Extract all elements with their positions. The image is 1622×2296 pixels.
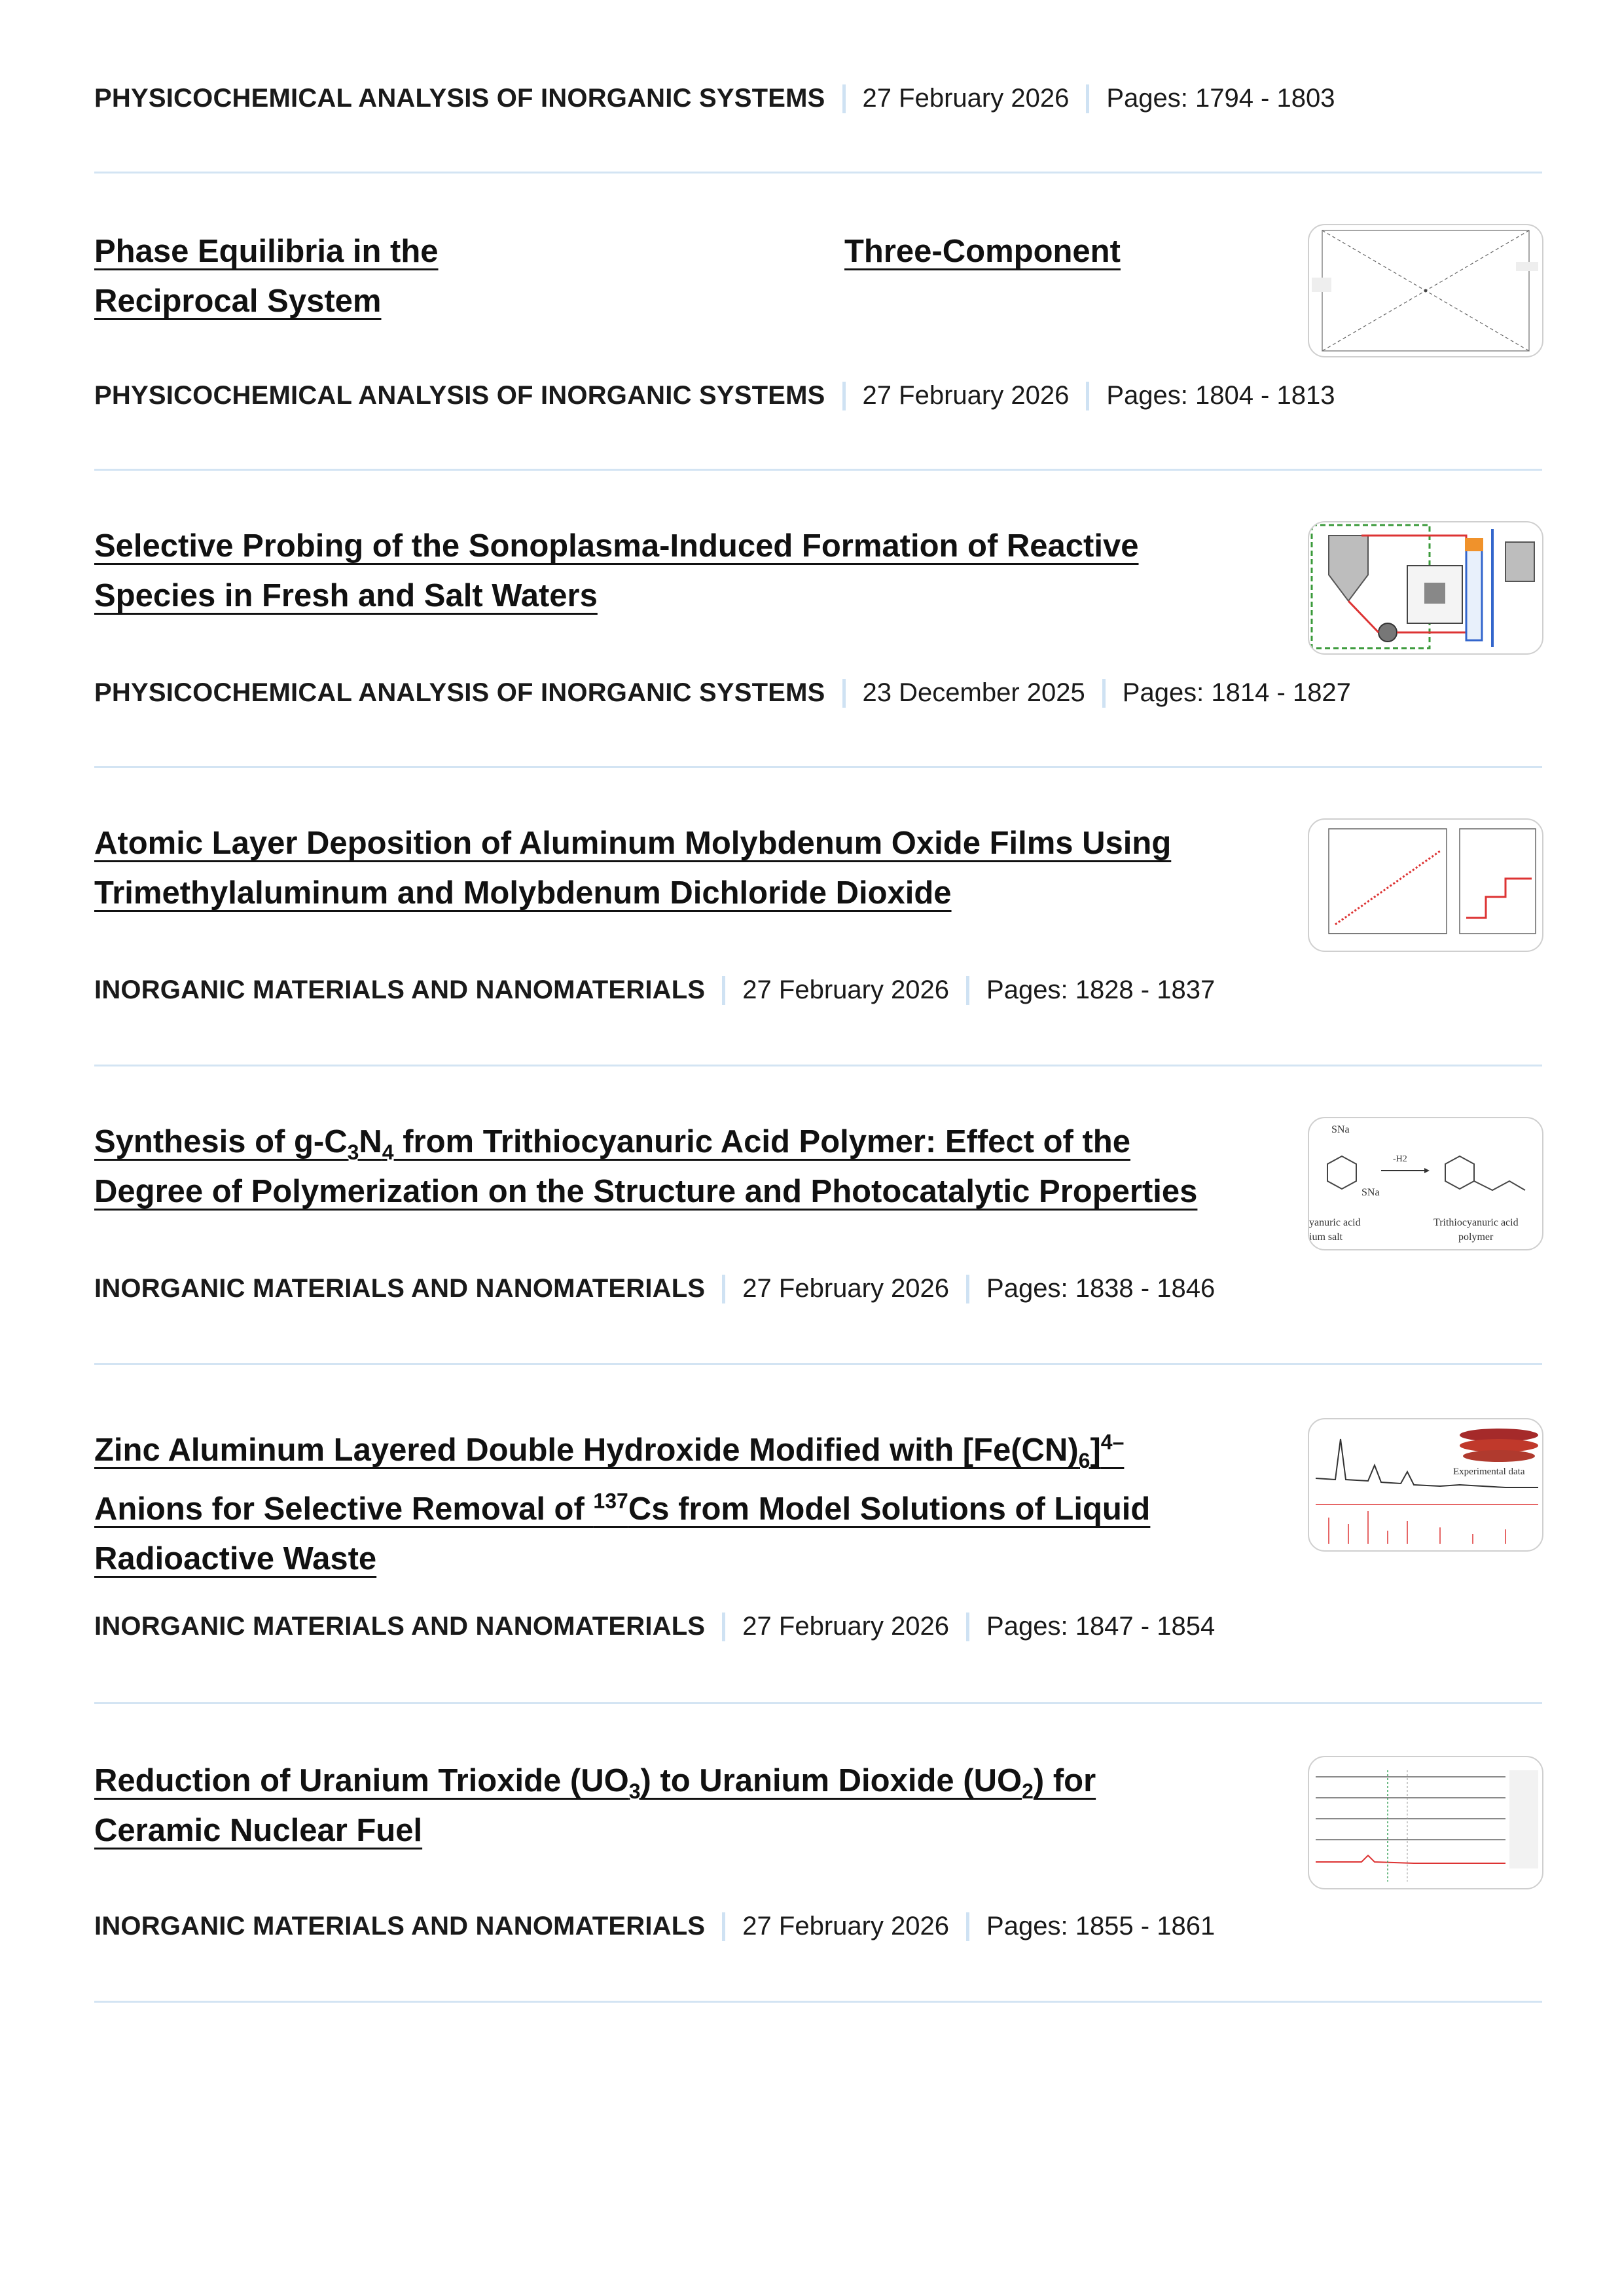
svg-text:Experimental data: Experimental data (1453, 1467, 1525, 1477)
meta-separator (722, 1912, 725, 1941)
article-title-link[interactable]: Anions for Selective Removal of $^{137}$Cs from Model Solutions of Liquid (94, 1489, 1151, 1527)
section-label: INORGANIC MATERIALS AND NANOMATERIALS (94, 1612, 706, 1641)
meta-separator (842, 84, 846, 113)
article-title-link[interactable]: Zinc Aluminum Layered Double Hydroxide Modified with $[Fe(CN)_6]^{4-}$ (94, 1430, 1125, 1472)
page-range: Pages: 1828 - 1837 (986, 975, 1216, 1004)
divider (94, 1065, 1542, 1066)
article-thumbnail[interactable] (1308, 521, 1543, 655)
meta-separator (842, 382, 846, 410)
article-meta (94, 381, 1335, 410)
article-thumbnail[interactable] (1308, 1117, 1543, 1250)
meta-separator (722, 1613, 725, 1641)
article-meta (94, 1274, 1215, 1303)
divider (94, 2001, 1542, 2003)
divider (94, 469, 1542, 471)
article-title-link[interactable]: Synthesis of $g-C_3N_4$ from Trithiocyanuric Acid Polymer: Effect of the (94, 1124, 1130, 1164)
article-meta (94, 1612, 1215, 1641)
section-label: INORGANIC MATERIALS AND NANOMATERIALS (94, 1912, 706, 1941)
meta-separator (842, 679, 846, 708)
meta-separator (1086, 382, 1089, 410)
meta-separator (722, 976, 725, 1005)
article-title-link[interactable]: Reduction of Uranium Trioxide $(UO_3)$ to Uranium Dioxide $(UO_2)$ for (94, 1763, 1096, 1803)
meta-separator (966, 1275, 969, 1303)
publish-date: 27 February 2026 (742, 1612, 950, 1641)
article-title-link[interactable]: Atomic Layer Deposition of Aluminum Molybdenum Oxide Films Using (94, 826, 1172, 861)
article-meta (94, 1912, 1215, 1941)
divider (94, 766, 1542, 768)
section-label: PHYSICOCHEMICAL ANALYSIS OF INORGANIC SYSTEMS (94, 678, 825, 707)
reaction-scheme-image (1309, 1118, 1542, 1249)
article-title-link[interactable]: Three-Component (844, 234, 1121, 269)
article-thumbnail[interactable] (1308, 1418, 1543, 1552)
article-meta (94, 84, 1335, 113)
phase-diagram-image (1309, 225, 1542, 356)
page-range: Pages: 1814 - 1827 (1122, 678, 1351, 707)
publish-date: 27 February 2026 (742, 975, 950, 1004)
svg-text:-H2: -H2 (1393, 1154, 1407, 1164)
publish-date: 27 February 2026 (862, 381, 1070, 410)
meta-separator (1102, 679, 1106, 708)
page-range: Pages: 1855 - 1861 (986, 1912, 1216, 1941)
svg-text:Trithiocyanuric acid: Trithiocyanuric acid (1433, 1217, 1519, 1228)
apparatus-diagram-image (1309, 522, 1542, 653)
article-title-link[interactable]: Trimethylaluminum and Molybdenum Dichloride Dioxide (94, 875, 952, 911)
article-thumbnail[interactable] (1308, 818, 1543, 952)
publish-date: 27 February 2026 (742, 1274, 950, 1303)
divider (94, 1702, 1542, 1704)
divider (94, 1363, 1542, 1365)
section-label: INORGANIC MATERIALS AND NANOMATERIALS (94, 975, 706, 1004)
deposition-plot-image (1309, 820, 1542, 951)
article-title[interactable] (94, 818, 1171, 918)
svg-text:ium salt: ium salt (1309, 1231, 1343, 1243)
article-title-link[interactable]: Ceramic Nuclear Fuel (94, 1813, 423, 1848)
article-title-link[interactable]: Degree of Polymerization on the Structure and Photocatalytic Properties (94, 1174, 1198, 1209)
article-title-link[interactable]: Phase Equilibria in the (94, 234, 439, 269)
page-range: Pages: 1804 - 1813 (1106, 381, 1335, 410)
article-title[interactable] (94, 521, 1139, 621)
section-label: PHYSICOCHEMICAL ANALYSIS OF INORGANIC SYSTEMS (94, 84, 825, 113)
svg-text:yanuric acid: yanuric acid (1309, 1217, 1361, 1228)
section-label: INORGANIC MATERIALS AND NANOMATERIALS (94, 1274, 706, 1303)
article-thumbnail[interactable] (1308, 224, 1543, 357)
publish-date: 27 February 2026 (742, 1912, 950, 1941)
meta-separator (722, 1275, 725, 1303)
article-title-link[interactable]: Selective Probing of the Sonoplasma-Induced Formation of Reactive (94, 528, 1139, 564)
divider (94, 172, 1542, 173)
publish-date: 23 December 2025 (862, 678, 1085, 707)
article-title[interactable] (94, 1421, 1150, 1588)
article-title-link[interactable]: Reciprocal System (94, 283, 382, 319)
page-range: Pages: 1794 - 1803 (1106, 84, 1335, 113)
article-title-link[interactable]: Species in Fresh and Salt Waters (94, 578, 598, 613)
article-title[interactable] (94, 227, 1168, 326)
svg-text:polymer: polymer (1458, 1231, 1494, 1243)
article-thumbnail[interactable] (1308, 1756, 1543, 1889)
xrd-stack-image (1309, 1757, 1542, 1888)
xrd-pattern-image (1309, 1419, 1542, 1550)
page-range: Pages: 1847 - 1854 (986, 1612, 1216, 1641)
meta-separator (966, 1912, 969, 1941)
publish-date: 27 February 2026 (862, 84, 1070, 113)
article-meta (94, 678, 1351, 708)
svg-text:SNa: SNa (1331, 1124, 1350, 1135)
article-title[interactable] (94, 1756, 1096, 1855)
meta-separator (1086, 84, 1089, 113)
page-range: Pages: 1838 - 1846 (986, 1274, 1216, 1303)
article-meta (94, 975, 1215, 1005)
meta-separator (966, 1613, 969, 1641)
section-label: PHYSICOCHEMICAL ANALYSIS OF INORGANIC SYSTEMS (94, 381, 825, 410)
article-title[interactable] (94, 1117, 1197, 1216)
meta-separator (966, 976, 969, 1005)
article-title-link[interactable]: Radioactive Waste (94, 1541, 377, 1576)
svg-text:SNa: SNa (1361, 1187, 1380, 1198)
